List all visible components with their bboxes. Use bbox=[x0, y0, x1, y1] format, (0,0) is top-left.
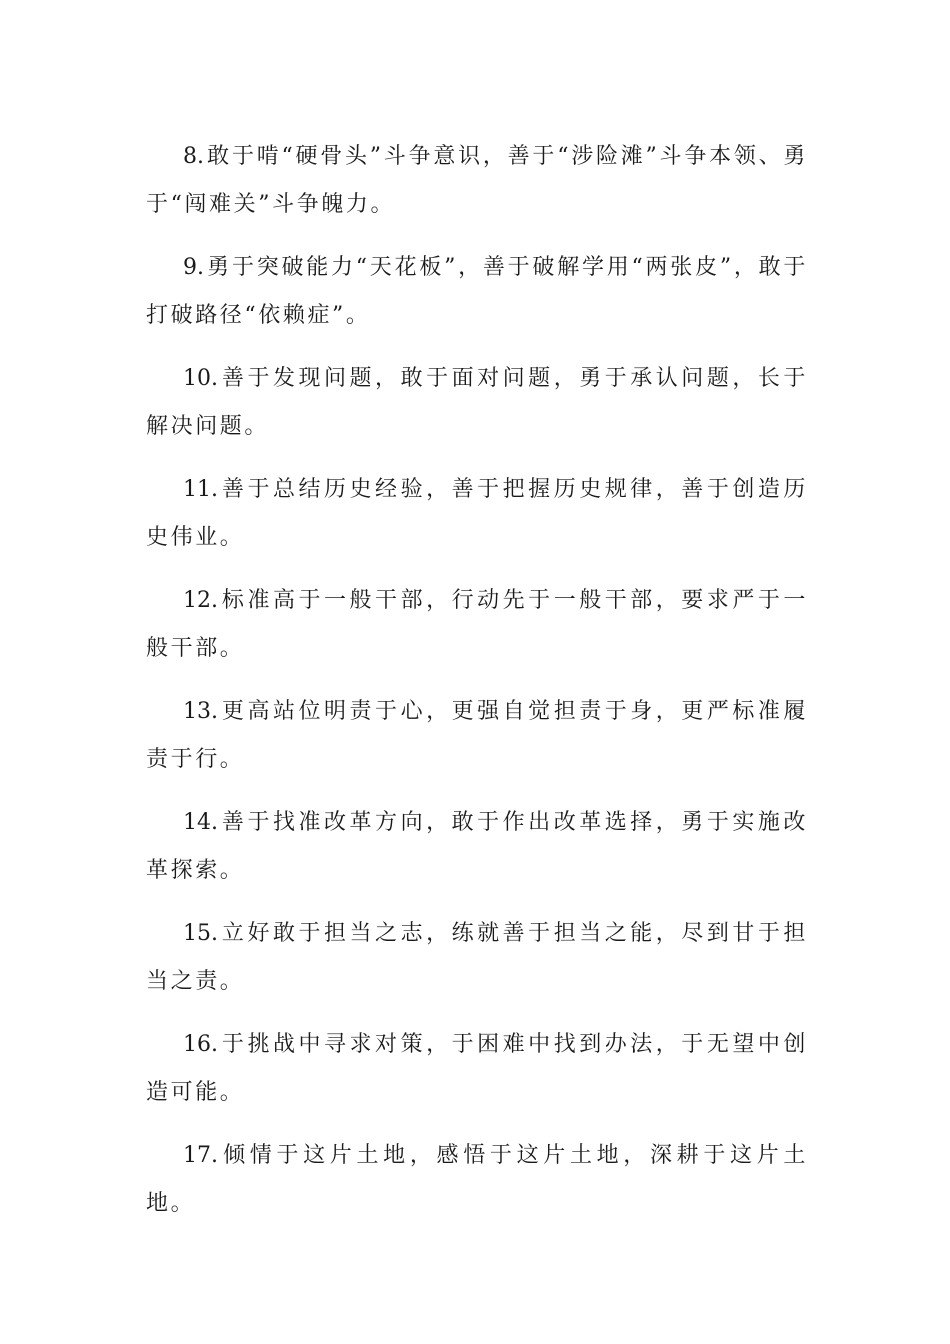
item-number: 11. bbox=[183, 477, 218, 502]
item-number: 8. bbox=[183, 144, 204, 169]
item-number: 17. bbox=[183, 1143, 218, 1168]
document-body bbox=[146, 133, 808, 1243]
list-item bbox=[146, 244, 808, 340]
list-item bbox=[146, 799, 808, 895]
item-number: 15. bbox=[183, 921, 218, 946]
list-item bbox=[146, 577, 808, 673]
item-text: 立好敢于担当之志，练就善于担当之能，尽到甘于担当之责。 bbox=[146, 921, 808, 994]
item-number: 9. bbox=[183, 255, 204, 280]
item-text: 标准高于一般干部，行动先于一般干部，要求严于一般干部。 bbox=[146, 588, 808, 661]
item-number: 13. bbox=[183, 699, 218, 724]
item-text: 善于发现问题，敢于面对问题，勇于承认问题，长于解决问题。 bbox=[146, 366, 808, 439]
item-text: 倾情于这片土地，感悟于这片土地，深耕于这片土地。 bbox=[146, 1143, 808, 1216]
item-number: 14. bbox=[183, 810, 218, 835]
list-item bbox=[146, 466, 808, 562]
item-text: 于挑战中寻求对策，于困难中找到办法，于无望中创造可能。 bbox=[146, 1032, 808, 1105]
list-item bbox=[146, 355, 808, 451]
item-text: 善于找准改革方向，敢于作出改革选择，勇于实施改革探索。 bbox=[146, 810, 808, 883]
item-text: 勇于突破能力“天花板”，善于破解学用“两张皮”，敢于打破路径“依赖症”。 bbox=[146, 255, 808, 328]
list-item bbox=[146, 688, 808, 784]
item-text: 善于总结历史经验，善于把握历史规律，善于创造历史伟业。 bbox=[146, 477, 808, 550]
item-text: 更高站位明责于心，更强自觉担责于身，更严标准履责于行。 bbox=[146, 699, 808, 772]
item-number: 12. bbox=[183, 588, 218, 613]
item-text: 敢于啃“硬骨头”斗争意识，善于“涉险滩”斗争本领、勇于“闯难关”斗争魄力。 bbox=[146, 144, 808, 217]
list-item bbox=[146, 1132, 808, 1228]
list-item bbox=[146, 133, 808, 229]
list-item bbox=[146, 910, 808, 1006]
item-number: 10. bbox=[183, 366, 218, 391]
list-item bbox=[146, 1021, 808, 1117]
item-number: 16. bbox=[183, 1032, 218, 1057]
